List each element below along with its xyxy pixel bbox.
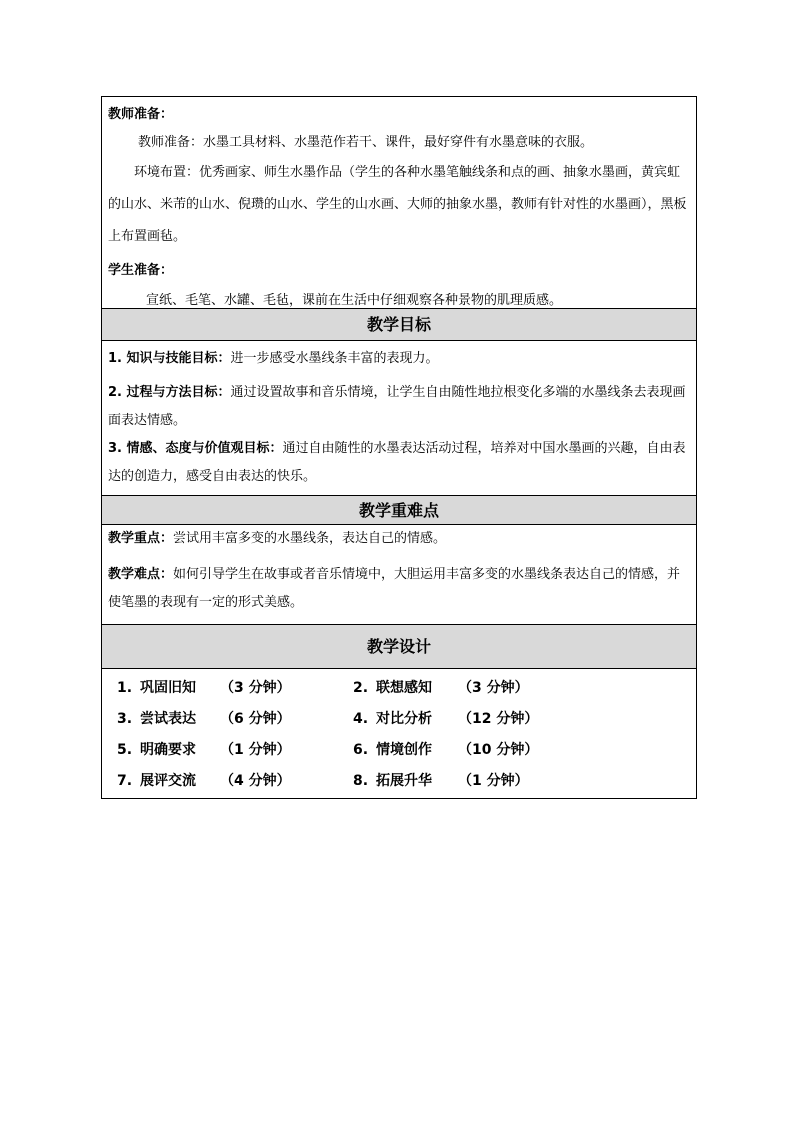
focus-line — [108, 525, 690, 553]
design-title: 教学设计 — [366, 637, 431, 656]
keypoints-header — [102, 496, 696, 525]
step-number: 7. — [117, 773, 133, 789]
step-number: 4. — [353, 711, 369, 727]
step-time: （12 分钟） — [458, 711, 539, 727]
focus-text: 尝试用丰富多变的水墨线条，表达自己的情感。 — [173, 531, 447, 546]
design-header — [102, 625, 696, 669]
step-name: 情境创作 — [376, 742, 432, 758]
design-row — [102, 673, 696, 704]
design-row — [102, 766, 696, 797]
difficulty-text: 如何引导学生在故事或者音乐情境中，大胆运用丰富多变的水墨线条表达自己的情感，并使笔墨的表现有一定的形式美感。 — [108, 567, 681, 610]
step-time: （3 分钟） — [458, 680, 529, 696]
goal-text: 通过自由随性的水墨表达活动过程，培养对中国水墨画的兴趣，自由表达的创造力，感受自由表达的快乐。 — [108, 441, 686, 484]
step-time: （1 分钟） — [220, 742, 291, 758]
step-name: 联想感知 — [376, 680, 432, 696]
teacher-prep-line — [108, 129, 690, 157]
step-name: 巩固旧知 — [140, 680, 196, 696]
preparation-section — [102, 97, 696, 309]
step-time: （6 分钟） — [220, 711, 291, 727]
teacher-prep-label: 教师准备： — [138, 135, 204, 150]
step-time: （1 分钟） — [458, 773, 529, 789]
step-number: 6. — [353, 742, 369, 758]
goals-section — [102, 341, 696, 496]
teacher-prep-text: 水墨工具材料、水墨范作若干、课件，最好穿件有水墨意味的衣服。 — [203, 135, 594, 150]
goal-label: 2. 过程与方法目标： — [108, 385, 231, 400]
design-row — [102, 735, 696, 766]
step-name: 尝试表达 — [140, 711, 196, 727]
goals-title: 教学目标 — [366, 315, 431, 334]
student-prep-heading: 学生准备： — [108, 263, 174, 278]
difficulty-label: 教学难点： — [108, 567, 174, 582]
keypoints-title: 教学重难点 — [358, 501, 439, 520]
teacher-prep-heading: 教师准备： — [108, 107, 174, 122]
goal-item — [108, 379, 690, 435]
design-section — [102, 669, 696, 798]
step-number: 1. — [117, 680, 133, 696]
lesson-plan-table — [101, 96, 697, 799]
step-time: （3 分钟） — [220, 680, 291, 696]
goal-item — [108, 435, 690, 491]
step-name: 拓展升华 — [376, 773, 432, 789]
focus-label: 教学重点： — [108, 531, 174, 546]
goal-label: 3. 情感、态度与价值观目标： — [108, 441, 283, 456]
step-number: 8. — [353, 773, 369, 789]
keypoints-section — [102, 525, 696, 625]
design-row — [102, 704, 696, 735]
goal-text: 进一步感受水墨线条丰富的表现力。 — [230, 351, 439, 366]
step-number: 5. — [117, 742, 133, 758]
student-prep-text: 宣纸、毛笔、水罐、毛毡，课前在生活中仔细观察各种景物的肌理质感。 — [146, 293, 563, 308]
difficulty-line — [108, 561, 690, 617]
goal-text: 通过设置故事和音乐情境，让学生自由随性地拉根变化多端的水墨线条去表现画面表达情感。 — [108, 385, 686, 428]
step-name: 展评交流 — [140, 773, 196, 789]
environment-text: 环境布置：优秀画家、师生水墨作品（学生的各种水墨笔触线条和点的画、抽象水墨画，黄宾虹的山水、米芾的山水、倪瓒的山水、学生的山水画、大师的抽象水墨，教师有针对性的水墨画），黑板上布置画毡。 — [108, 165, 687, 244]
goal-item — [108, 345, 690, 373]
step-name: 明确要求 — [140, 742, 196, 758]
step-number: 2. — [353, 680, 369, 696]
step-number: 3. — [117, 711, 133, 727]
step-time: （10 分钟） — [458, 742, 539, 758]
goal-label: 1. 知识与技能目标： — [108, 351, 231, 366]
step-name: 对比分析 — [376, 711, 432, 727]
step-time: （4 分钟） — [220, 773, 291, 789]
